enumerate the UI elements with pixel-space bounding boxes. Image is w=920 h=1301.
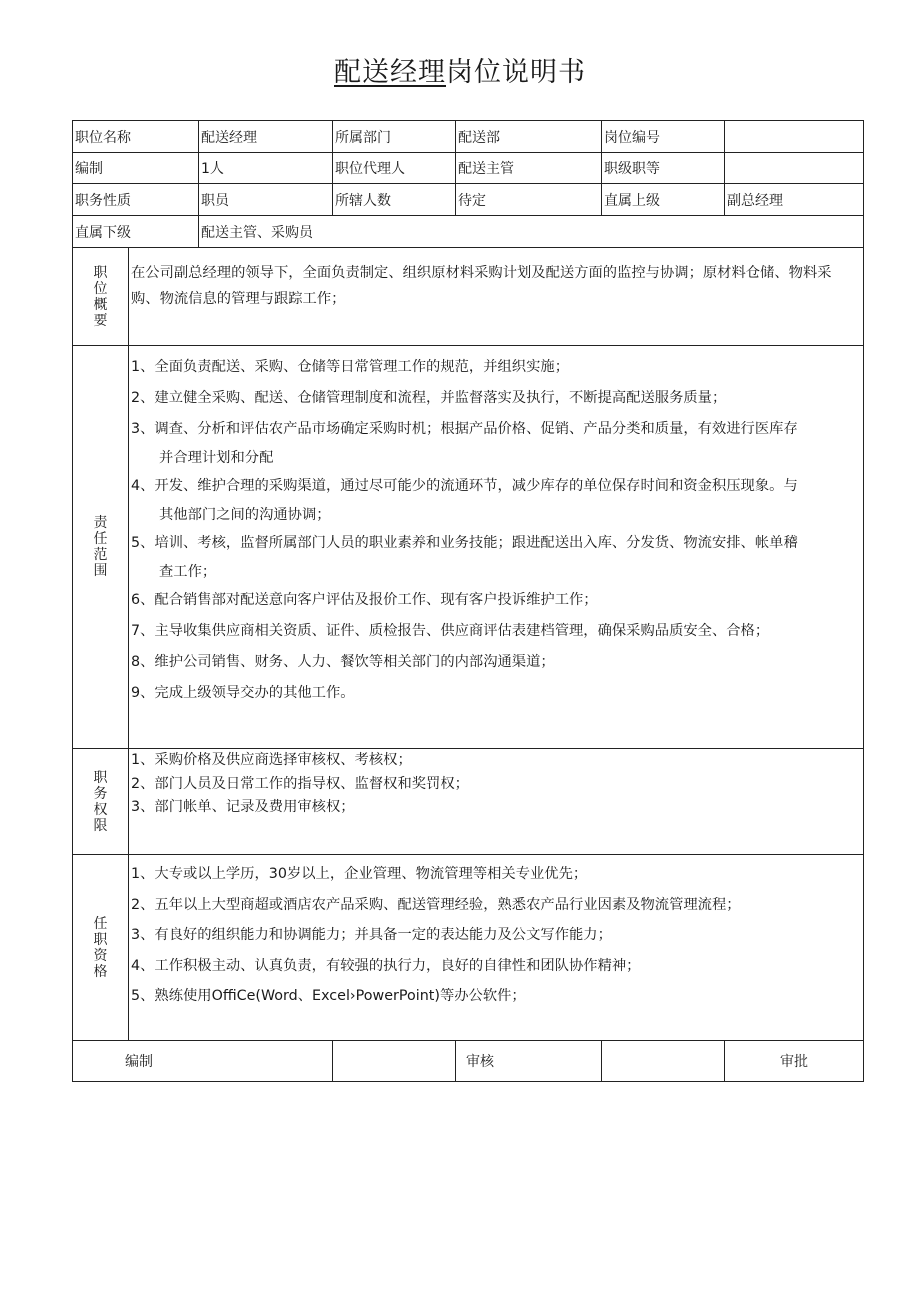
summary-label: 职位概要 [73, 248, 129, 346]
responsibilities-label: 责任范围 [73, 346, 129, 749]
summary-text: 在公司副总经理的领导下，全面负责制定、组织原材料采购计划及配送方面的监控与协调；原材料仓储、物料采购、物流信息的管理与跟踪工作； [131, 265, 832, 307]
list-item: 9、完成上级领导交办的其他工作。 [131, 685, 355, 701]
list-item: 1、大专或以上学历，30岁以上，企业管理、物流管理等相关专业优先； [131, 866, 588, 882]
list-item: 2、五年以上大型商超或酒店农产品采购、配送管理经验，熟悉农产品行业因素及物流管理流程； [131, 896, 741, 913]
title-rest: 岗位说明书 [446, 57, 586, 88]
responsibilities-content [129, 346, 864, 749]
cell-superior: 副总经理 [725, 184, 864, 216]
list-item: 4、开发、维护合理的采购渠道，通过尽可能少的流通环节，减少库存的单位保存时间和资金积压现象。与 其他部门之间的沟通协调； [131, 478, 798, 523]
sign-label-approved: 审批 [780, 1054, 808, 1070]
list-item: 7、主导收集供应商相关资质、证件、质检报告、供应商评估表建档管理，确保采购品质安全、合格； [131, 623, 770, 639]
cell-deputy: 配送主管 [456, 153, 602, 184]
header-row-1 [73, 121, 864, 153]
list-item: 5、熟练使用OffiCe(Word、Excel›PowerPoint)等办公软件； [131, 988, 526, 1004]
list-item: 1、采购价格及供应商选择审核权、考核权； [131, 752, 412, 768]
authority-list [131, 749, 859, 820]
header-row-2 [73, 153, 864, 184]
authority-content [129, 749, 864, 855]
summary-row [73, 248, 864, 346]
responsibilities-row [73, 346, 864, 749]
list-item: 5、培训、考核，监督所属部门人员的职业素养和业务技能；跟进配送出入库、分发货、物流安排、帐单稽 查工作； [131, 535, 798, 580]
list-item: 6、配合销售部对配送意向客户评估及报价工作、现有客户投诉维护工作； [131, 592, 598, 608]
sign-label-prepared: 编制 [73, 1041, 333, 1082]
cell-label-grade: 职级职等 [602, 153, 725, 184]
authority-row [73, 749, 864, 855]
cell-label-superior: 直属上级 [602, 184, 725, 216]
list-item: 2、建立健全采购、配送、仓储管理制度和流程，并监督落实及执行，不断提高配送服务质量； [131, 390, 727, 406]
job-description-table [72, 120, 864, 1082]
cell-grade [725, 153, 864, 184]
cell-label-subordinates-count: 所辖人数 [333, 184, 456, 216]
qualifications-row [73, 855, 864, 1041]
responsibilities-list [131, 352, 859, 709]
cell-label-position-name: 职位名称 [73, 121, 199, 153]
header-row-3 [73, 184, 864, 216]
cell-label-nature: 职务性质 [73, 184, 199, 216]
list-item: 4、工作积极主动、认真负责，有较强的执行力，良好的自律性和团队协作精神； [131, 957, 641, 974]
list-item: 3、有良好的组织能力和协调能力；并具备一定的表达能力及公文写作能力； [131, 927, 612, 943]
sign-prepared-value [333, 1041, 456, 1082]
list-item: 1、全面负责配送、采购、仓储等日常管理工作的规范，并组织实施； [131, 359, 569, 375]
list-item: 3、调查、分析和评估农产品市场确定采购时机；根据产品价格、促销、产品分类和质量，有效进行医库存 并合理计划和分配 [131, 421, 798, 466]
cell-label-subordinates: 直属下级 [73, 216, 199, 248]
cell-label-deputy: 职位代理人 [333, 153, 456, 184]
cell-label-position-code: 岗位编号 [602, 121, 725, 153]
title-underlined: 配送经理 [334, 57, 446, 88]
cell-position-code [725, 121, 864, 153]
header-row-4 [73, 216, 864, 248]
summary-content [129, 248, 864, 346]
signature-row [73, 1041, 864, 1082]
qualifications-list [131, 859, 859, 1012]
list-item: 3、部门帐单、记录及费用审核权； [131, 799, 355, 815]
cell-label-department: 所属部门 [333, 121, 456, 153]
cell-nature: 职员 [199, 184, 333, 216]
cell-subordinates-count: 待定 [456, 184, 602, 216]
sign-label-reviewed: 审核 [456, 1041, 602, 1082]
authority-label: 职务权限 [73, 749, 129, 855]
list-item: 2、部门人员及日常工作的指导权、监督权和奖罚权； [131, 775, 469, 792]
list-item: 8、维护公司销售、财务、人力、餐饮等相关部门的内部沟通渠道； [131, 654, 555, 670]
cell-subordinates: 配送主管、采购员 [199, 216, 864, 248]
cell-position-name: 配送经理 [199, 121, 333, 153]
sign-approve-cell [725, 1041, 864, 1082]
cell-label-headcount: 编制 [73, 153, 199, 184]
document-title [0, 50, 920, 89]
sign-reviewed-value [602, 1041, 725, 1082]
qualifications-label: 任职资格 [73, 855, 129, 1041]
qualifications-content [129, 855, 864, 1041]
cell-department: 配送部 [456, 121, 602, 153]
cell-headcount: 1人 [199, 153, 333, 184]
